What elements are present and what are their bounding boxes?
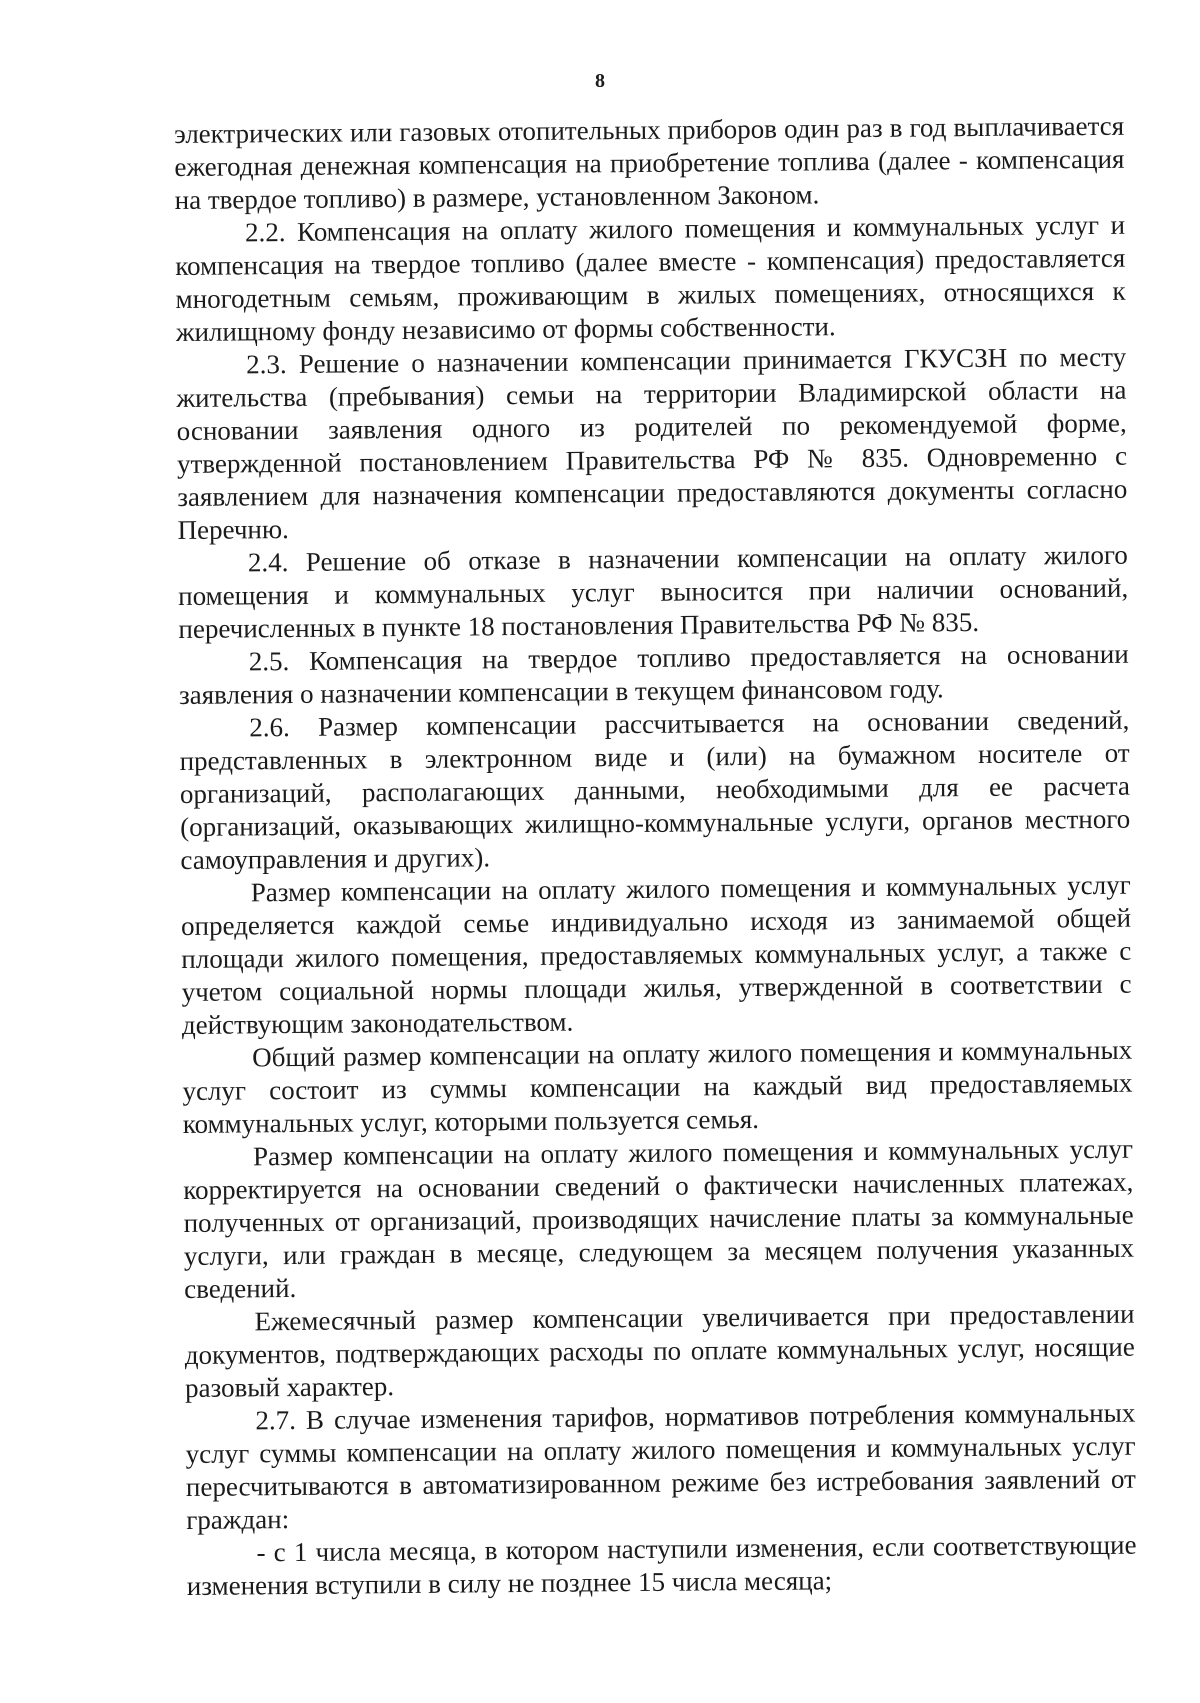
paragraph-total-compensation: Общий размер компенсации на оплату жилого помещения и коммунальных услуг состоит из суммы компенсации на каждый вид предоставляемых коммунальных услуг, которыми пользуется семья. [182,1034,1133,1139]
page-number: 8 [595,70,605,92]
paragraph-2-3: 2.3. Решение о назначении компенсации принимается ГКУСЗН по месту жительства (пребывания) семьи на территории Владимирской области на основании заявления одного из родителей по рекомендуемой форме, утвержденной постановлением Правительства РФ № 835. Одновременно с заявлением для назначения компенсации предоставляются документы согласно Перечню. [176,341,1128,545]
paragraph-fuel-compensation-intro: электрических или газовых отопительных приборов один раз в год выплачивается ежегодная денежная компенсация на приобретение топлива (далее - компенсация на твердое топливо) в размере, установленном Законом. [174,110,1125,215]
paragraph-2-6: 2.6. Размер компенсации рассчитывается на основании сведений, представленных в электронном виде и (или) на бумажном носителе от организаций, располагающих данными, необходимыми для ее расчета (организаций, оказывающих жилищно-коммунальные услуги, органов местного самоуправления и других). [179,704,1131,875]
document-body [174,110,1137,1603]
paragraph-2-2: 2.2. Компенсация на оплату жилого помещения и коммунальных услуг и компенсация на твердое топливо (далее вместе - компенсация) предоставляется многодетным семьям, проживающим в жилых помещениях, относящихся к жилищному фонду независимо от формы собственности. [175,209,1126,347]
list-item-recalculation: - с 1 числа месяца, в котором наступили изменения, если соответствующие изменения вступили в силу не позднее 15 числа месяца; [186,1529,1137,1601]
paragraph-monthly-increase: Ежемесячный размер компенсации увеличивается при предоставлении документов, подтверждающих расходы по оплате коммунальных услуг, носящие разовый характер. [184,1298,1135,1403]
paragraph-2-5: 2.5. Компенсация на твердое топливо предоставляется на основании заявления о назначении компенсации в текущем финансовом году. [178,638,1129,710]
paragraph-compensation-adjustment: Размер компенсации на оплату жилого помещения и коммунальных услуг корректируется на основании сведений о фактически начисленных платежах, полученных от организаций, производящих начисление платы за коммунальные услуги, или граждан в месяце, следующем за месяцем получения указанных сведений. [183,1133,1135,1304]
paragraph-2-7: 2.7. В случае изменения тарифов, нормативов потребления коммунальных услуг суммы компенсации на оплату жилого помещения и коммунальных услуг пересчитываются в автоматизированном режиме без истребования заявлений от граждан: [185,1397,1137,1535]
paragraph-2-4: 2.4. Решение об отказе в назначении компенсации на оплату жилого помещения и коммунальных услуг выносится при наличии оснований, перечисленных в пункте 18 постановления Правительства РФ № 835. [178,539,1129,644]
paragraph-compensation-size: Размер компенсации на оплату жилого помещения и коммунальных услуг определяется каждой семье индивидуально исходя из занимаемой общей площади жилого помещения, предоставляемых коммунальных услуг, а также с учетом социальной нормы площади жилья, утвержденной в соответствии с действующим законодательством. [180,869,1132,1040]
